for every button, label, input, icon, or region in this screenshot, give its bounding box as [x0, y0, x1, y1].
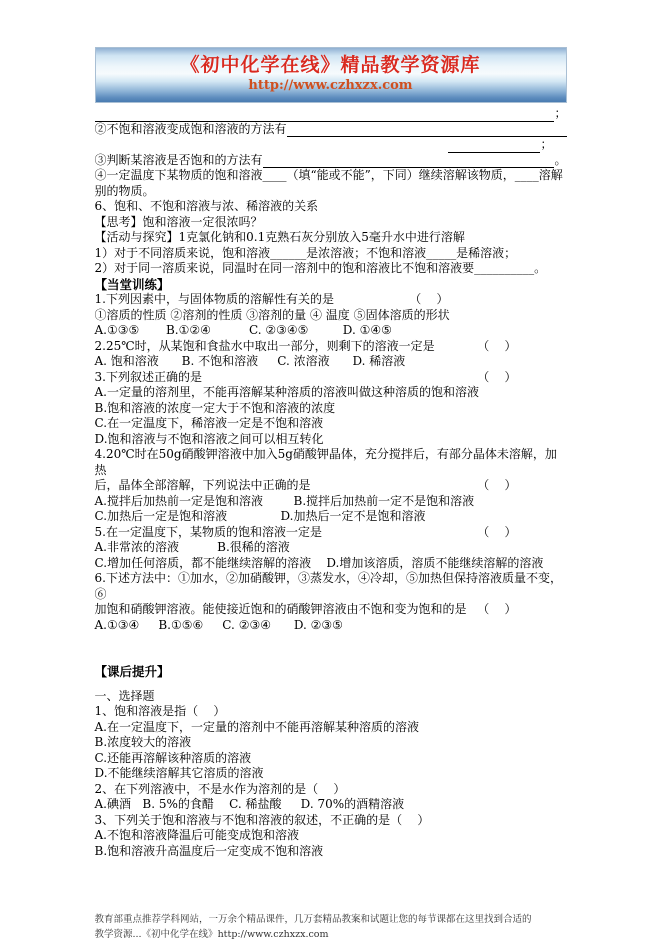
- worksheet-content: [95, 103, 567, 942]
- fill-blank-continuation-line: [95, 106, 567, 122]
- training-q5-options-line1: A.非常浓的溶液 B.很稀的溶液: [95, 540, 567, 556]
- answer-paren: （ ）: [477, 602, 516, 618]
- question-text: 3.下列叙述正确的是: [95, 370, 202, 386]
- question-text: 2.25℃时，从某饱和食盐水中取出一部分，则剩下的溶液一定是: [95, 339, 435, 355]
- topic-6-heading: 6、饱和、不饱和溶液与浓、稀溶液的关系: [95, 199, 567, 215]
- think-prompt: 【思考】饱和溶液一定很浓吗？: [95, 215, 567, 231]
- training-section-heading: 【当堂训练】: [95, 277, 567, 293]
- site-banner: [95, 47, 567, 103]
- homework-q3-option-a: A.不饱和溶液降温后可能变成饱和溶液: [95, 828, 567, 844]
- question-text: 5.在一定温度下，某物质的饱和溶液一定是: [95, 525, 322, 541]
- training-q1-stem: [95, 292, 567, 308]
- document-page: [95, 0, 567, 942]
- activity-point-2: 2）对于同一溶质来说，同温时在同一溶剂中的饱和溶液比不饱和溶液要__________。: [95, 261, 567, 277]
- homework-q1-option-c: C.还能再溶解该种溶质的溶液: [95, 751, 567, 767]
- training-q4-options-line2: C.加热后一定是饱和溶液 D.加热后一定不是饱和溶液: [95, 509, 567, 525]
- answer-paren: （ ）: [477, 339, 516, 355]
- footer-line1: 教育部重点推荐学科网站，一万余个精品课件，几万套精品教案和试题让您的每节课都在这里找到合适的: [95, 913, 567, 928]
- homework-q1-option-a: A.在一定温度下，一定量的溶剂中不能再溶解某种溶质的溶液: [95, 720, 567, 736]
- training-q2-options: A. 饱和溶液 B. 不饱和溶液 C. 浓溶液 D. 稀溶液: [95, 354, 567, 370]
- answer-paren: （ ）: [477, 478, 516, 494]
- homework-q3-stem: 3、下列关于饱和溶液与不饱和溶液的叙述，不正确的是（ ）: [95, 813, 567, 829]
- fill-blank-underline: [448, 152, 540, 153]
- punctuation: ；: [540, 137, 552, 153]
- fill-item-4-line2: 别的物质。: [95, 184, 567, 200]
- training-q3-option-a: A.一定量的溶剂里，不能再溶解某种溶质的溶液叫做这种溶质的饱和溶液: [95, 385, 567, 401]
- fill-item-2-label: ②不饱和溶液变成饱和溶液的方法有: [95, 122, 287, 138]
- footer-text: 教学资源...《初中化学在线》: [95, 929, 218, 940]
- training-q5-options-line2: C.增加任何溶质，都不能继续溶解的溶液 D.增加该溶质，溶质不能继续溶解的溶液: [95, 556, 567, 572]
- punctuation: ；: [554, 106, 566, 122]
- homework-q2-options: A.碘酒 B. 5%的食醋 C. 稀盐酸 D. 70%的酒精溶液: [95, 797, 567, 813]
- page-footer: [95, 913, 567, 942]
- training-q4-stem-line2: [95, 478, 567, 494]
- homework-q1-option-b: B.浓度较大的溶液: [95, 735, 567, 751]
- fill-item-3-label: ③判断某溶液是否饱和的方法有: [95, 153, 263, 169]
- training-q2-stem: [95, 339, 567, 355]
- fill-item-2-blank-line: [95, 137, 567, 153]
- banner-url-link[interactable]: http://www.czhxzx.com: [96, 77, 566, 94]
- question-text: 加饱和硝酸钾溶液。能使接近饱和的硝酸钾溶液由不饱和变为饱和的是: [95, 602, 467, 618]
- answer-paren: （ ）: [477, 370, 516, 386]
- fill-blank-underline: [287, 136, 567, 137]
- training-q1-options: A.①③⑤ B.①②④ C. ②③④⑤ D. ①④⑤: [95, 323, 567, 339]
- activity-prompt: 【活动与探究】1克氯化钠和0.1克熟石灰分别放入5毫升水中进行溶解: [95, 230, 567, 246]
- question-text: 1.下列因素中，与固体物质的溶解性有关的是: [95, 292, 334, 308]
- training-q6-stem-line1: 6.下述方法中：①加水，②加硝酸钾，③蒸发水，④冷却，⑤加热但保持溶液质量不变，⑥: [95, 571, 567, 602]
- training-q3-stem: [95, 370, 567, 386]
- banner-title: 《初中化学在线》精品教学资源库: [96, 53, 566, 77]
- punctuation: 。: [554, 153, 566, 169]
- footer-url-link[interactable]: http://www.czhxzx.com: [218, 929, 329, 940]
- training-q5-stem: [95, 525, 567, 541]
- fill-item-4-line1: ④一定温度下某物质的饱和溶液____（填“能或不能”，下同）继续溶解该物质，____溶解: [95, 168, 567, 184]
- training-q3-option-c: C.在一定温度下，稀溶液一定是不饱和溶液: [95, 416, 567, 432]
- answer-paren: （ ）: [477, 525, 516, 541]
- activity-point-1: 1）对于不同溶质来说，饱和溶液______是浓溶液；不饱和溶液_____是稀溶液；: [95, 246, 567, 262]
- fill-item-3: [95, 153, 567, 169]
- homework-section-heading: 【课后提升】: [95, 664, 567, 680]
- fill-item-2: [95, 122, 567, 138]
- training-q6-stem-line2: [95, 602, 567, 618]
- training-q3-option-d: D.饱和溶液与不饱和溶液之间可以相互转化: [95, 432, 567, 448]
- training-q6-options: A.①③④ B.①⑤⑥ C. ②③④ D. ②③⑤: [95, 618, 567, 634]
- training-q4-stem-line1: 4.20℃时在50g硝酸钾溶液中加入5g硝酸钾晶体，充分搅拌后，有部分晶体未溶解，加热: [95, 447, 567, 478]
- homework-q1-option-d: D.不能继续溶解其它溶质的溶液: [95, 766, 567, 782]
- homework-q3-option-b: B.饱和溶液升高温度后一定变成不饱和溶液: [95, 844, 567, 860]
- training-q1-items: ①溶质的性质 ②溶剂的性质 ③溶剂的量 ④ 温度 ⑤固体溶质的形状: [95, 308, 567, 324]
- answer-paren: （ ）: [409, 292, 448, 308]
- training-q3-option-b: B.饱和溶液的浓度一定大于不饱和溶液的浓度: [95, 401, 567, 417]
- homework-subsection: 一、选择题: [95, 689, 567, 705]
- homework-q1-stem: 1、饱和溶液是指（ ）: [95, 704, 567, 720]
- homework-q2-stem: 2、在下列溶液中，不是水作为溶剂的是（ ）: [95, 782, 567, 798]
- training-q4-options-line1: A.搅拌后加热前一定是饱和溶液 B.搅拌后加热前一定不是饱和溶液: [95, 494, 567, 510]
- question-text: 后，晶体全部溶解，下列说法中正确的是: [95, 478, 311, 494]
